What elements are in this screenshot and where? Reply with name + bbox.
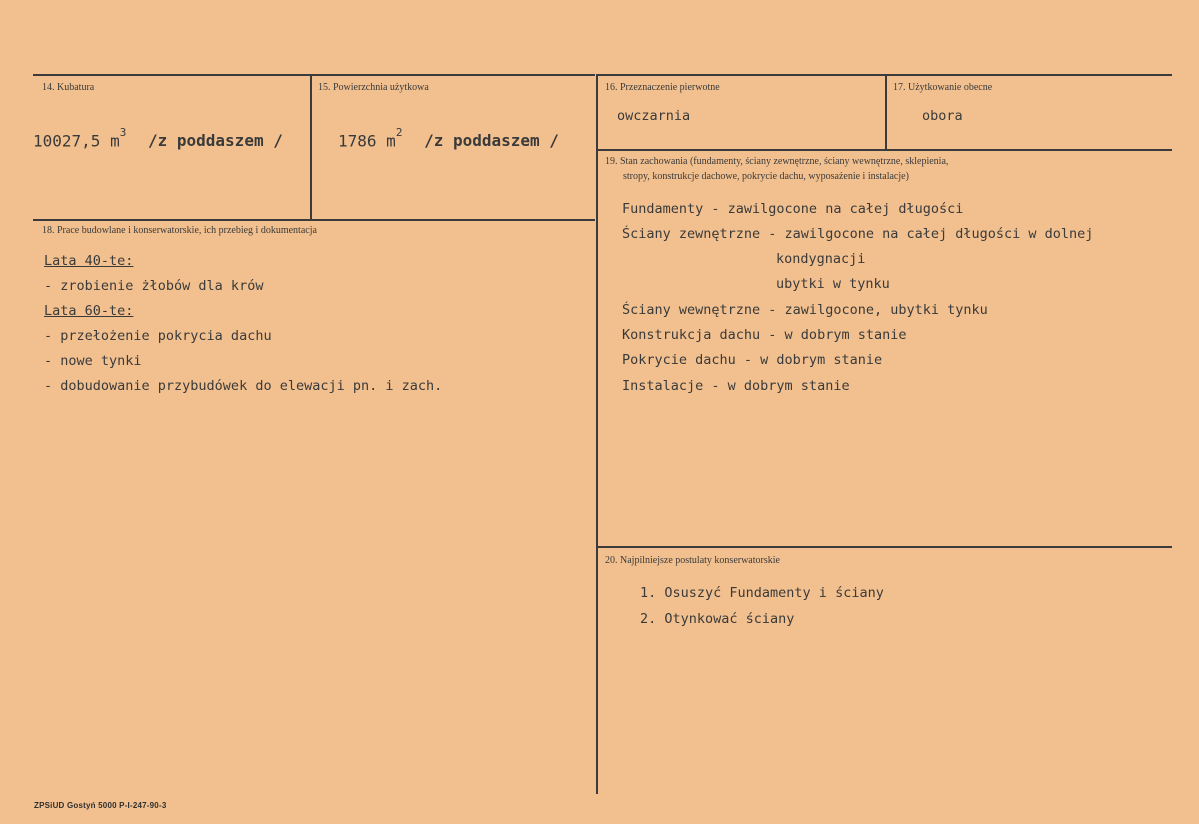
print-footer: ZPSiUD Gostyń 5000 P-I-247-90-3 bbox=[34, 801, 167, 810]
stan-line-3: kondygnacji bbox=[776, 251, 866, 267]
powierzchnia-number: 1786 bbox=[338, 131, 377, 151]
prace-line-3: Lata 60-te: bbox=[44, 303, 134, 319]
stan-line-7: Pokrycie dachu - w dobrym stanie bbox=[622, 352, 883, 368]
powierzchnia-label: 15. Powierzchnia użytkowa bbox=[318, 82, 429, 93]
stan-line-6: Konstrukcja dachu - w dobrym stanie bbox=[622, 327, 907, 343]
prace-label: 18. Prace budowlane i konserwatorskie, ich przebieg i dokumentacja bbox=[42, 225, 317, 236]
kubatura-note: /z poddaszem / bbox=[147, 131, 283, 151]
stan-zachowania-label-1: 19. Stan zachowania (fundamenty, ściany zewnętrzne, ściany wewnętrzne, sklepienia, bbox=[605, 156, 949, 167]
rule-above-18 bbox=[33, 219, 595, 221]
prace-line-5: - nowe tynki bbox=[44, 353, 142, 369]
stan-line-4: ubytki w tynku bbox=[776, 276, 890, 292]
powierzchnia-unit-exponent: 2 bbox=[395, 126, 403, 139]
prace-line-1: Lata 40-te: bbox=[44, 253, 134, 269]
powierzchnia-unit: m bbox=[386, 131, 396, 151]
przeznaczenie-value: owczarnia bbox=[617, 108, 691, 124]
uzytkowanie-label: 17. Użytkowanie obecne bbox=[893, 82, 993, 93]
prace-line-4: - przełożenie pokrycia dachu bbox=[44, 328, 272, 344]
powierzchnia-value bbox=[338, 126, 559, 151]
rule-above-20 bbox=[597, 546, 1172, 548]
stan-line-2: Ściany zewnętrzne - zawilgocone na całej długości w dolnej bbox=[622, 226, 1094, 242]
uzytkowanie-value: obora bbox=[922, 108, 963, 124]
kubatura-number: 10027,5 bbox=[33, 131, 101, 151]
kubatura-unit: m bbox=[110, 131, 120, 151]
center-divider bbox=[596, 74, 598, 794]
kubatura-label: 14. Kubatura bbox=[42, 82, 95, 93]
divider-16-17 bbox=[885, 74, 887, 150]
rule-above-19 bbox=[597, 149, 1172, 151]
prace-line-2: - zrobienie żłobów dla krów bbox=[44, 278, 264, 294]
stan-line-5: Ściany wewnętrzne - zawilgocone, ubytki tynku bbox=[622, 302, 988, 318]
powierzchnia-note: /z poddaszem / bbox=[424, 131, 559, 151]
stan-zachowania-label-2: stropy, konstrukcje dachowe, pokrycie dachu, wyposażenie i instalacje) bbox=[623, 171, 909, 182]
postulaty-line-2: 2. Otynkować ściany bbox=[640, 611, 795, 627]
top-rule-left bbox=[33, 74, 595, 76]
postulaty-line-1: 1. Osuszyć Fundamenty i ściany bbox=[640, 585, 884, 601]
stan-line-1: Fundamenty - zawilgocone na całej długości bbox=[622, 201, 964, 217]
kubatura-unit-exponent: 3 bbox=[119, 126, 127, 139]
divider-14-15 bbox=[310, 74, 312, 220]
kubatura-value bbox=[33, 126, 283, 151]
przeznaczenie-label: 16. Przeznaczenie pierwotne bbox=[605, 82, 720, 93]
postulaty-label: 20. Najpilniejsze postulaty konserwatorskie bbox=[605, 555, 780, 566]
stan-line-8: Instalacje - w dobrym stanie bbox=[622, 378, 850, 394]
prace-line-6: - dobudowanie przybudówek do elewacji pn. i zach. bbox=[44, 378, 443, 394]
